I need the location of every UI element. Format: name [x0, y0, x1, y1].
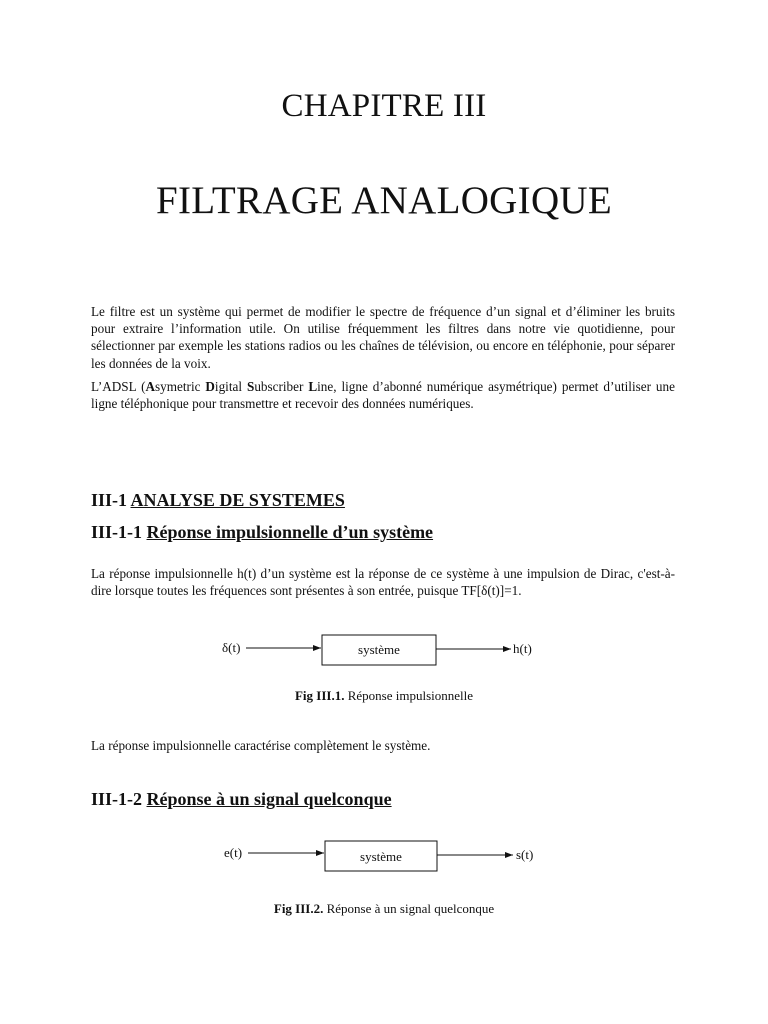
caption-text: Réponse impulsionnelle — [344, 688, 474, 703]
adsl-letter-d: D — [205, 379, 215, 394]
caption-text: Réponse à un signal quelconque — [323, 901, 495, 916]
adsl-letter-s: S — [246, 379, 255, 394]
impulse-response-summary: La réponse impulsionnelle caractérise complètement le système. — [91, 738, 431, 753]
chapter-heading: CHAPITRE III — [281, 88, 487, 124]
section-heading-iii-1-2 — [91, 789, 392, 810]
adsl-text-s: ubscriber — [254, 379, 309, 394]
impulse-response-paragraph: La réponse impulsionnelle h(t) d’un système est la réponse de ce système à une impulsion de Dirac, c'est-à-dire lorsque toutes les fréquences sont présentes à son entrée, puisque TF[δ(t)]=1. — [91, 566, 675, 599]
fig2-input-label: e(t) — [224, 845, 243, 860]
intro-paragraph-1: Le filtre est un système qui permet de modifier le spectre de fréquence d’un signal et d’éliminer les bruits pour extraire l’information utile. On utilise fréquemment les filtres dans notre vie quotidienne, pour sélectionner par exemple les stations radios ou les chaînes de télévision, ou encore en téléphonie, pour séparer les données de la voix. — [91, 304, 675, 371]
fig2-system-label: système — [360, 849, 402, 864]
adsl-text-start: L’ADSL ( — [91, 379, 146, 394]
section-title: ANALYSE DE SYSTEMES — [130, 490, 345, 510]
section-number: III-1-1 — [91, 522, 147, 542]
fig1-input-label: δ(t) — [222, 640, 241, 655]
section-title: Réponse impulsionnelle d’un système — [146, 522, 434, 542]
fig1-output-label: h(t) — [513, 641, 532, 656]
section-number: III-1-2 — [91, 789, 147, 809]
figure-caption-2 — [0, 901, 768, 917]
adsl-letter-l: L — [308, 379, 318, 394]
figure-caption-1 — [0, 688, 768, 704]
fig2-output-label: s(t) — [516, 847, 534, 862]
adsl-text-l: ine, ligne d’abonné numérique asymétrique) permet d’utiliser une ligne téléphonique pour transmettre et recevoir des données numériques. — [91, 379, 675, 412]
caption-label: Fig III.1. — [294, 688, 345, 703]
adsl-text-d: igital — [214, 379, 247, 394]
adsl-text-a: symetric — [155, 379, 206, 394]
chapter-title: FILTRAGE ANALOGIQUE — [156, 179, 612, 222]
section-number: III-1 — [91, 490, 131, 510]
section-title: Réponse à un signal quelconque — [146, 789, 392, 809]
adsl-letter-a: A — [145, 379, 156, 394]
caption-label: Fig III.2. — [273, 901, 324, 916]
fig1-system-label: système — [358, 642, 400, 657]
